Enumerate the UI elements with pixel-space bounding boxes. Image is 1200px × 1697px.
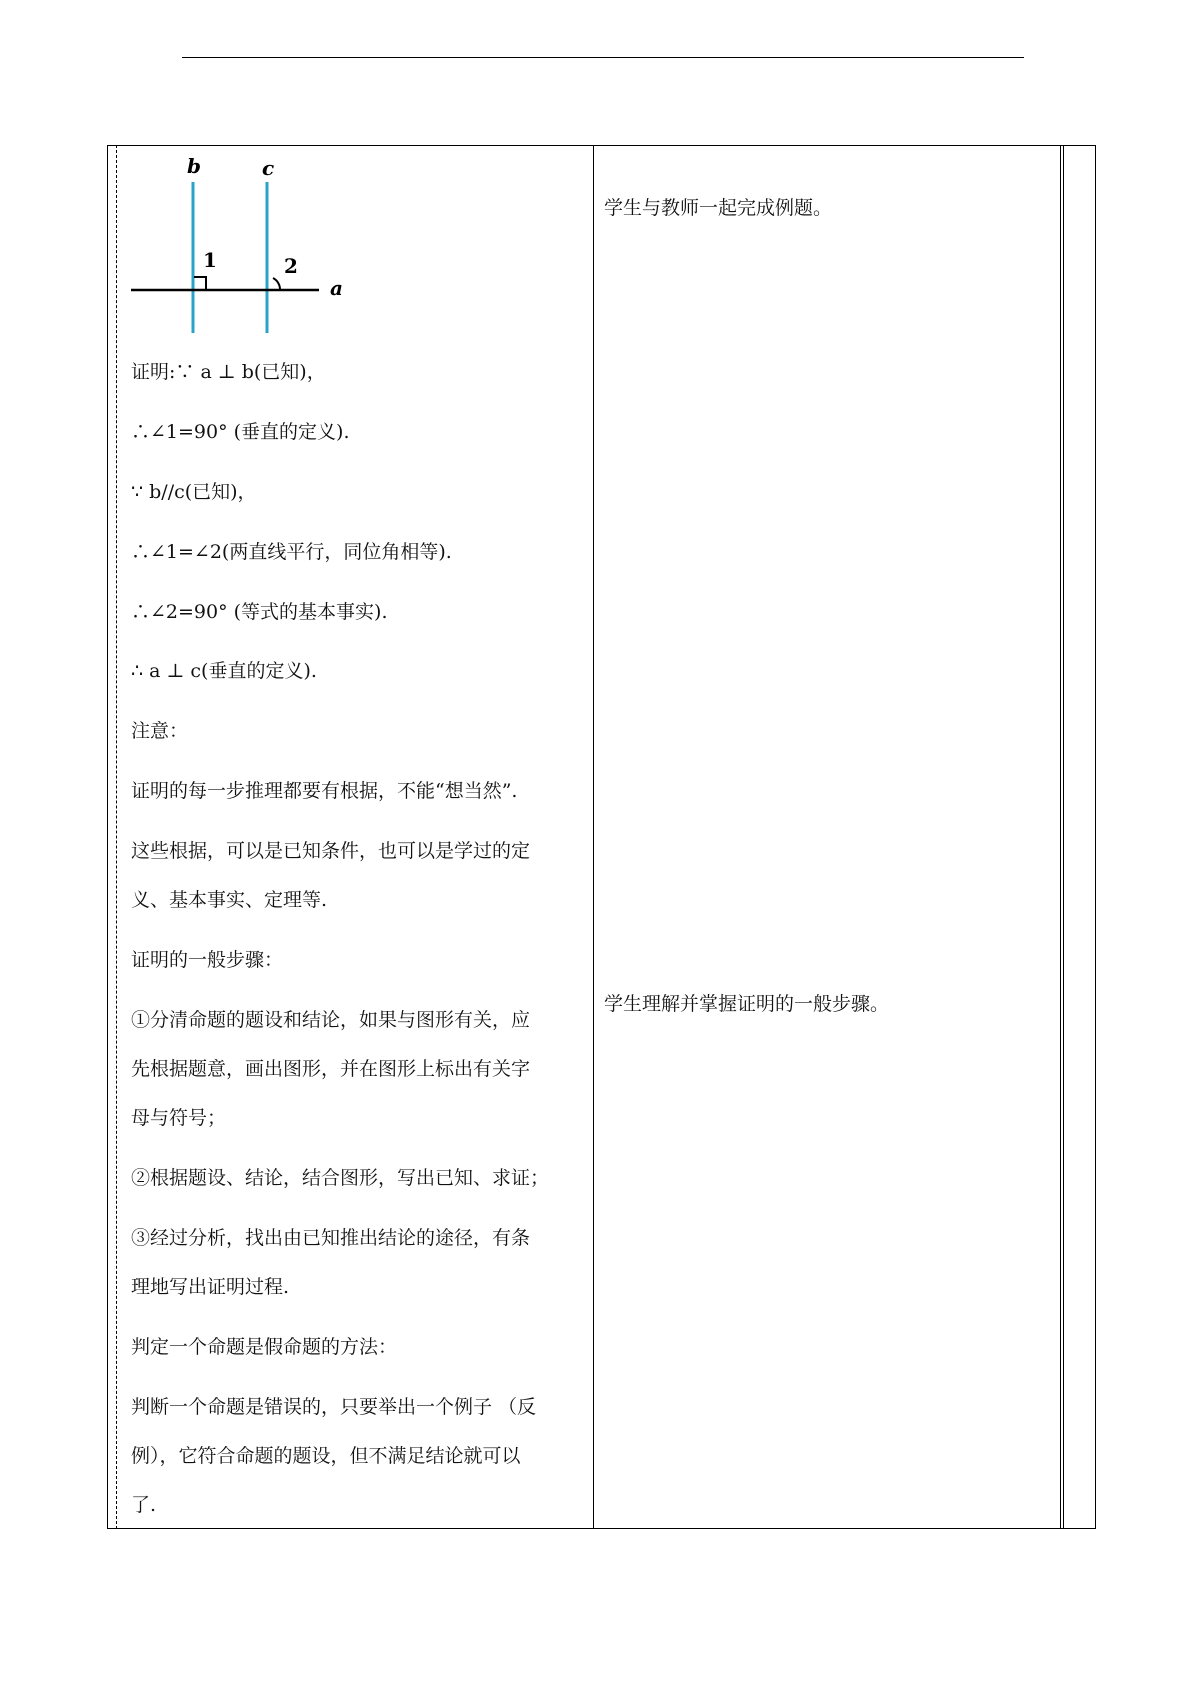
proof-line: ∵ b//c(已知)， — [131, 481, 257, 503]
perpendicular-lines-figure — [125, 150, 365, 340]
right-angle-mark — [194, 277, 206, 290]
header-rule — [182, 57, 1024, 58]
label-angle-2: 2 — [284, 254, 298, 278]
step-text: 理地写出证明过程. — [131, 1276, 290, 1298]
method-text: 判断一个命题是错误的，只要举出一个例子 （反 — [131, 1396, 537, 1418]
step-text: ②根据题设、结论，结合图形，写出已知、求证； — [131, 1167, 550, 1189]
label-c: c — [262, 156, 275, 180]
column-divider — [1060, 145, 1061, 1529]
column-divider — [1063, 145, 1064, 1529]
step-text: ①分清命题的题设和结论，如果与图形有关，应 — [131, 1009, 531, 1031]
angle-2-arc — [273, 278, 280, 290]
label-a: a — [330, 276, 343, 300]
method-text: 了. — [131, 1494, 157, 1516]
label-angle-1: 1 — [203, 248, 217, 272]
proof-line: ∴ a ⊥ c(垂直的定义). — [131, 660, 317, 682]
proof-line: ∴∠2=90° (等式的基本事实). — [131, 601, 388, 623]
step-text: 母与符号； — [131, 1107, 227, 1129]
proof-line: ∴∠1=∠2(两直线平行，同位角相等). — [131, 541, 452, 563]
proof-line: ∴∠1=90° (垂直的定义). — [131, 421, 350, 443]
note-text: 这些根据，可以是已知条件，也可以是学过的定 — [131, 840, 531, 862]
proof-line: 证明:∵ a ⊥ b(已知)， — [131, 361, 326, 383]
student-activity-note: 学生理解并掌握证明的一般步骤。 — [604, 993, 890, 1015]
student-activity-note: 学生与教师一起完成例题。 — [604, 197, 833, 219]
label-b: b — [187, 154, 201, 178]
note-text: 证明的每一步推理都要有根据，不能“想当然”. — [131, 780, 518, 802]
note-heading: 注意： — [131, 720, 189, 742]
column-divider — [593, 145, 594, 1529]
method-heading: 判定一个命题是假命题的方法： — [131, 1336, 398, 1358]
table-inner-border — [116, 145, 1060, 1529]
method-text: 例），它符合命题的题设，但不满足结论就可以 — [131, 1445, 521, 1467]
steps-heading: 证明的一般步骤： — [131, 949, 284, 971]
step-text: ③经过分析，找出由已知推出结论的途径，有条 — [131, 1227, 531, 1249]
step-text: 先根据题意，画出图形，并在图形上标出有关字 — [131, 1058, 531, 1080]
note-text: 义、基本事实、定理等. — [131, 889, 328, 911]
